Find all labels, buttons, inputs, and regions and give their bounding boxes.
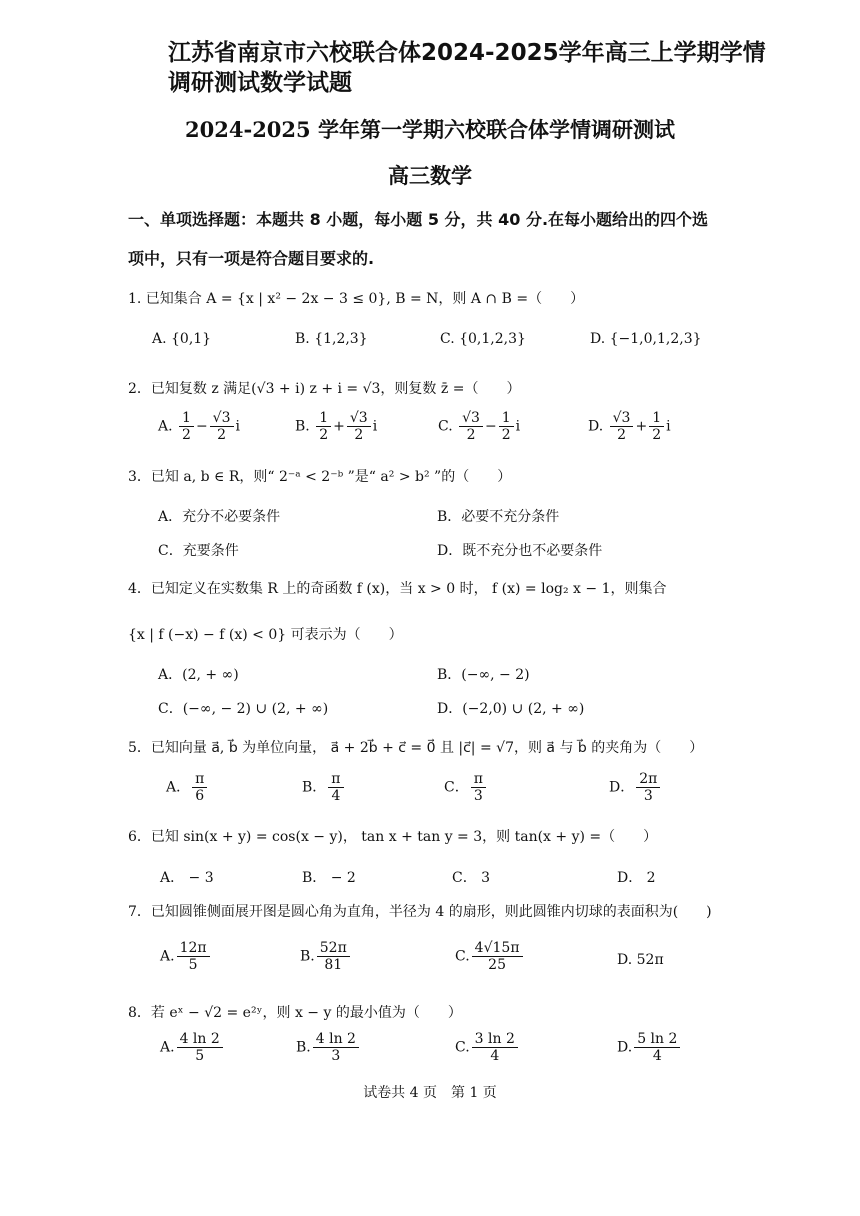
q2-c-den-1: 2 (466, 427, 476, 443)
q2-b-frac-2 (347, 410, 371, 443)
q5-a-den: 6 (195, 788, 205, 804)
q2-d-den-1: 2 (617, 427, 627, 443)
q2-c-num-1: √3 (459, 410, 483, 427)
q4-option-b: B．(−∞, − 2) (437, 667, 530, 683)
q7-b-label: B. (300, 948, 315, 965)
question-5-stem: 5．已知向量 a⃗, b⃗ 为单位向量， a⃗ + 2b⃗ + c⃗ = 0⃗ 且 |c⃗| = √7，则 a⃗ 与 b⃗ 的夹角为（ ） (128, 740, 704, 756)
q5-a-num: π (192, 771, 207, 788)
document-title (168, 38, 766, 98)
q2-b-num-1: 1 (316, 410, 331, 427)
q4-option-c: C．(−∞, − 2) ∪ (2, + ∞) (158, 701, 329, 717)
q6-option-a: A． − 3 (160, 870, 214, 886)
q2-c-den-2: 2 (501, 427, 511, 443)
q2-a-den-1: 2 (182, 427, 191, 443)
q8-d-den: 4 (652, 1048, 662, 1064)
q2-d-den-2: 2 (652, 427, 662, 443)
q7-c-frac (472, 940, 523, 973)
q5-b-num: π (328, 771, 343, 788)
q8-d-frac (634, 1031, 680, 1064)
title-line-2: 调研测试数学试题 (168, 70, 352, 96)
q7-d-label: D. (617, 952, 633, 968)
q8-b-den: 3 (331, 1048, 341, 1064)
q7-a-den: 5 (188, 957, 198, 973)
q2-d-frac-1 (610, 410, 634, 443)
q7-c-label: C. (455, 948, 470, 965)
q2-option-b (295, 410, 377, 443)
q2-a-tail: i (235, 418, 240, 435)
q2-c-label: C. (438, 418, 453, 435)
q2-b-den-1: 2 (319, 427, 329, 443)
question-3-stem: 3．已知 a, b ∈ R，则“ 2⁻ᵃ < 2⁻ᵇ ”是“ a² > b² ”的（ ） (128, 469, 512, 485)
q2-b-op: + (333, 418, 345, 435)
q8-option-c (455, 1031, 520, 1064)
q5-d-frac (636, 771, 660, 804)
question-2-stem: 2．已知复数 z 满足(√3 + i) z + i = √3，则复数 z̄ =（ ） (128, 381, 521, 397)
q3-option-c: C．充要条件 (158, 543, 239, 559)
section-instructions-line-2: 项中，只有一项是符合题目要求的. (128, 249, 375, 268)
q8-d-num: 5 ln 2 (634, 1031, 680, 1048)
q7-c-den: 25 (488, 957, 506, 973)
q2-b-tail: i (372, 418, 378, 435)
q5-a-label: A． (166, 779, 191, 796)
q2-d-op: + (635, 418, 648, 435)
q8-c-frac (472, 1031, 518, 1064)
q4-option-d: D．(−2,0) ∪ (2, + ∞) (437, 701, 585, 717)
q7-c-num: 4√15π (472, 940, 523, 957)
q8-b-frac (313, 1031, 359, 1064)
q8-option-d (617, 1031, 682, 1064)
q2-b-label: B. (295, 418, 310, 435)
q7-option-a (160, 940, 212, 973)
q5-c-num: π (471, 771, 486, 788)
q8-b-num: 4 ln 2 (313, 1031, 359, 1048)
q5-b-label: B． (302, 779, 327, 796)
q7-a-frac (177, 940, 210, 973)
question-4-stem-cont: {x | f (−x) − f (x) < 0} 可表示为（ ） (128, 627, 403, 643)
q2-a-den-2: 2 (217, 427, 227, 443)
q8-a-frac (177, 1031, 223, 1064)
q7-option-b (300, 940, 352, 973)
q2-a-frac-2 (210, 410, 234, 443)
q2-option-d (588, 410, 671, 443)
q2-a-op: − (195, 418, 208, 435)
q2-d-num-1: √3 (610, 410, 634, 427)
q3-option-a: A．充分不必要条件 (158, 509, 281, 525)
q8-d-label: D. (617, 1039, 633, 1056)
q8-c-den: 4 (490, 1048, 500, 1064)
q1-option-b: B. {1,2,3} (295, 331, 368, 347)
q7-b-den: 81 (324, 957, 343, 973)
q1-option-a: A. {0,1} (152, 331, 212, 347)
q7-a-label: A. (160, 948, 175, 965)
question-8-stem: 8．若 eˣ − √2 = e²ʸ，则 x − y 的最小值为（ ） (128, 1005, 462, 1021)
q2-option-a (158, 410, 240, 443)
q2-d-label: D. (588, 418, 604, 435)
q5-b-den: 4 (331, 788, 341, 804)
q2-c-tail: i (515, 418, 521, 435)
q6-option-c: C． 3 (452, 870, 491, 886)
q2-c-frac-1 (459, 410, 483, 443)
q5-option-b (302, 771, 346, 804)
q5-c-label: C． (444, 779, 469, 796)
q7-a-num: 12π (177, 940, 210, 957)
q5-a-frac (192, 771, 207, 804)
exam-subtitle: 2024-2025 学年第一学期六校联合体学情调研测试 (185, 117, 675, 142)
q7-d-value: 52π (636, 952, 664, 968)
q6-option-b: B． − 2 (302, 870, 356, 886)
q3-option-b: B．必要不充分条件 (437, 509, 560, 525)
q5-option-a (166, 771, 209, 804)
q2-c-num-2: 1 (499, 410, 514, 427)
q2-a-num-2: √3 (210, 410, 234, 427)
q7-option-c (455, 940, 525, 973)
q4-option-a: A．(2, + ∞) (158, 667, 239, 683)
question-4-stem: 4．已知定义在实数集 R 上的奇函数 f (x)，当 x > 0 时， f (x) = log₂ x − 1，则集合 (128, 581, 667, 597)
q2-a-num-1: 1 (179, 410, 194, 427)
q2-a-label: A. (158, 418, 173, 435)
q1-option-d: D. {−1,0,1,2,3} (590, 331, 702, 347)
q5-option-d (609, 771, 662, 804)
q8-option-a (160, 1031, 225, 1064)
q5-c-frac (471, 771, 486, 804)
q2-d-num-2: 1 (649, 410, 664, 427)
q8-c-num: 3 ln 2 (472, 1031, 518, 1048)
q6-option-d: D． 2 (617, 870, 656, 886)
q1-option-c: C. {0,1,2,3} (440, 331, 526, 347)
q8-b-label: B. (296, 1039, 311, 1056)
q8-option-b (296, 1031, 361, 1064)
q7-b-frac (317, 940, 350, 973)
q5-d-den: 3 (643, 788, 653, 804)
section-instructions-line-1: 一、单项选择题：本题共 8 小题，每小题 5 分，共 40 分.在每小题给出的四个选 (128, 210, 709, 229)
q8-a-label: A. (160, 1039, 175, 1056)
q5-option-c (444, 771, 488, 804)
question-7-stem: 7．已知圆锥侧面展开图是圆心角为直角，半径为 4 的扇形，则此圆锥内切球的表面积为( ) (128, 904, 712, 920)
q2-b-den-2: 2 (354, 427, 364, 443)
q8-a-num: 4 ln 2 (177, 1031, 223, 1048)
q7-option-d (617, 952, 664, 968)
page-footer: 试卷共 4 页 第 1 页 (363, 1085, 497, 1101)
subject-heading: 高三数学 (388, 163, 472, 188)
q5-c-den: 3 (473, 788, 483, 804)
title-line-1: 江苏省南京市六校联合体2024-2025学年高三上学期学情 (168, 40, 766, 66)
q2-a-frac-1 (179, 410, 194, 443)
q2-c-frac-2 (499, 410, 514, 443)
q5-d-label: D． (609, 779, 635, 796)
q2-b-frac-1 (316, 410, 331, 443)
q2-b-num-2: √3 (347, 410, 371, 427)
q5-b-frac (328, 771, 343, 804)
q2-option-c (438, 410, 520, 443)
q2-d-tail: i (666, 418, 671, 435)
q5-d-num: 2π (636, 771, 660, 788)
q7-b-num: 52π (317, 940, 350, 957)
q3-option-d: D．既不充分也不必要条件 (437, 543, 603, 559)
q2-c-op: − (484, 418, 497, 435)
q2-d-frac-2 (649, 410, 664, 443)
q8-a-den: 5 (195, 1048, 205, 1064)
q8-c-label: C. (455, 1039, 470, 1056)
question-6-stem: 6．已知 sin(x + y) = cos(x − y)， tan x + tan y = 3，则 tan(x + y) =（ ） (128, 829, 658, 845)
question-1-stem: 1. 已知集合 A = {x | x² − 2x − 3 ≤ 0}, B = N，则 A ∩ B =（ ） (128, 291, 585, 307)
